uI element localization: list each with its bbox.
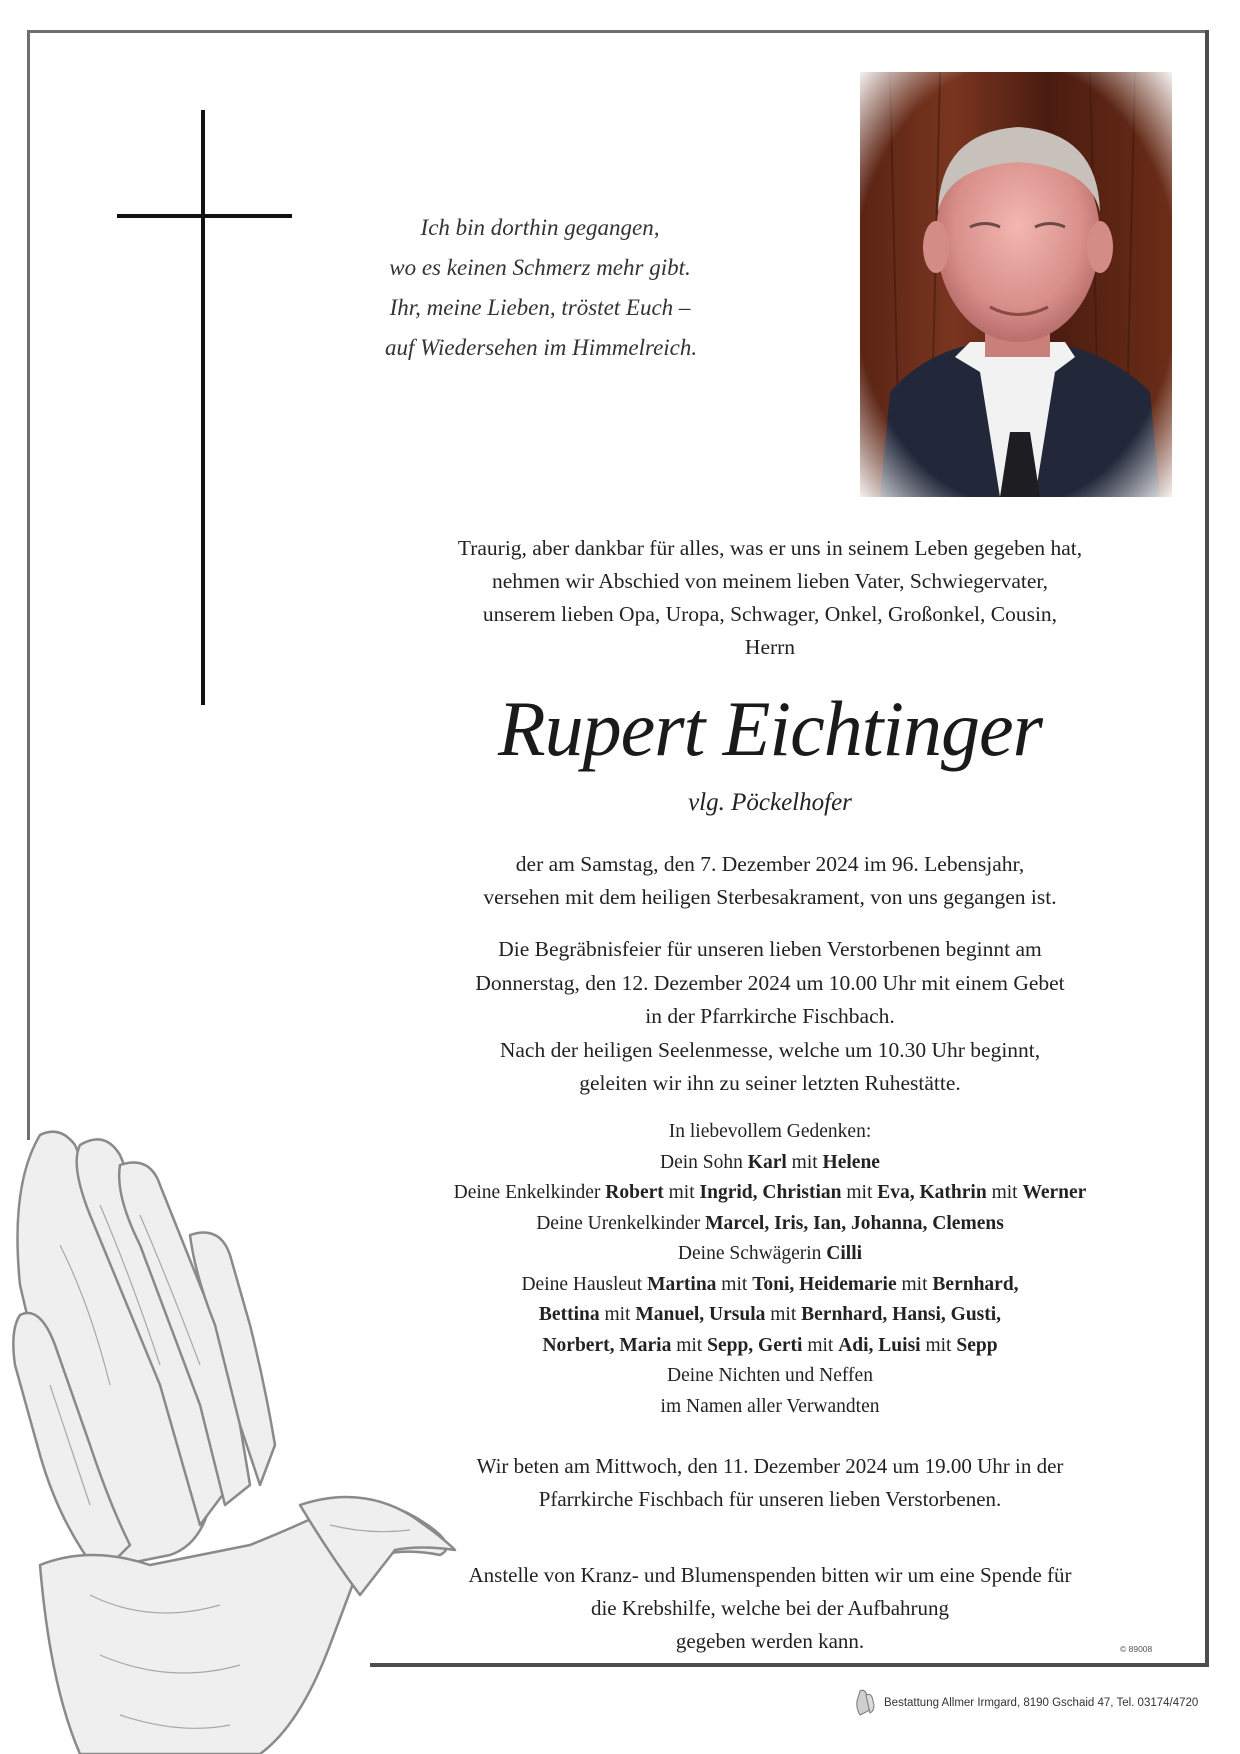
intro-line: nehmen wir Abschied von meinem lieben Vater, Schwiegervater,	[491, 569, 1049, 593]
mourner-name: Karl	[747, 1151, 787, 1173]
mourner-relation: mit	[986, 1182, 1023, 1203]
mourner-name: Helene	[822, 1151, 880, 1173]
funeral-line: Die Begräbnisfeier für unseren lieben Verstorbenen beginnt am	[498, 937, 1042, 961]
intro-text	[380, 532, 1160, 664]
death-line: der am Samstag, den 7. Dezember 2024 im 96. Lebensjahr,	[515, 852, 1025, 876]
mourner-name: Martina	[647, 1273, 717, 1295]
mourner-relation: mit	[599, 1304, 636, 1325]
death-line: versehen mit dem heiligen Sterbesakrament, von uns gegangen ist.	[483, 885, 1057, 909]
mourner-relation: mit	[920, 1334, 957, 1356]
frame-top-border	[30, 30, 1206, 33]
frame-left-border	[27, 30, 30, 1140]
donation-line: gegeben werden kann.	[675, 1629, 865, 1653]
prayer-line: Wir beten am Mittwoch, den 11. Dezember 2024 um 19.00 Uhr in der	[476, 1454, 1064, 1478]
praying-hands-illustration	[0, 1125, 470, 1754]
mourners-line	[380, 1270, 1160, 1301]
mourner-name: Bettina	[538, 1304, 600, 1325]
mourner-name: Ingrid, Christian	[699, 1182, 842, 1203]
mourner-name: Adi, Luisi	[838, 1334, 921, 1356]
mourners-heading: In liebevollem Gedenken:	[668, 1121, 872, 1142]
funeral-home-logo	[854, 1689, 878, 1717]
mourner-relation: mit	[786, 1151, 823, 1173]
mourner-name: Norbert, Maria	[542, 1334, 672, 1356]
mourner-relation: mit	[896, 1273, 933, 1295]
mourner-name: Cilli	[826, 1243, 863, 1264]
mourner-relation: mit	[765, 1304, 802, 1325]
mourner-relation: im Namen aller Verwandten	[660, 1395, 880, 1417]
mourner-name: Bernhard,	[932, 1273, 1019, 1295]
copyright-note: © 89008	[1120, 1644, 1153, 1654]
mourners-line	[380, 1178, 1160, 1209]
poem-line: Ich bin dorthin gegangen,	[420, 215, 660, 240]
funeral-home-footer	[854, 1689, 1198, 1717]
mourners-line	[380, 1361, 1160, 1392]
cross-horizontal-bar	[117, 214, 292, 218]
mourner-relation: mit	[802, 1334, 839, 1356]
mourners-line	[380, 1148, 1160, 1179]
funeral-line: Nach der heiligen Seelenmesse, welche um 10.30 Uhr beginnt,	[499, 1037, 1041, 1062]
mourners-line	[380, 1392, 1160, 1423]
intro-line: Herrn	[744, 635, 796, 659]
funeral-line: geleiten wir ihn zu seiner letzten Ruhestätte.	[579, 1071, 961, 1095]
mourners-line	[380, 1239, 1160, 1270]
vulgo-name: vlg. Pöckelhofer	[688, 789, 852, 816]
frame-right-border	[1205, 30, 1209, 1665]
memorial-poem	[385, 208, 698, 368]
mourners-line	[380, 1300, 1160, 1331]
mourners-lines	[380, 1148, 1160, 1423]
mourner-relation: mit	[663, 1182, 700, 1203]
donation-request	[380, 1559, 1160, 1658]
frame-bottom-border	[370, 1663, 1209, 1667]
deceased-name: Rupert Eichtinger	[497, 685, 1043, 772]
prayer-service	[380, 1450, 1160, 1516]
mourners-line	[380, 1331, 1160, 1362]
mourner-relation: Dein Sohn	[660, 1151, 748, 1173]
prayer-line: Pfarrkirche Fischbach für unseren lieben Verstorbenen.	[538, 1487, 1002, 1511]
funeral-home-address: Bestattung Allmer Irmgard, 8190 Gschaid 47, Tel. 03174/4720	[884, 1697, 1199, 1709]
mourner-name: Werner	[1022, 1182, 1087, 1203]
cross-vertical-bar	[201, 110, 205, 705]
poem-line: auf Wiedersehen im Himmelreich.	[385, 335, 698, 360]
intro-line: Traurig, aber dankbar für alles, was er uns in seinem Leben gegeben hat,	[457, 536, 1083, 560]
donation-line: Anstelle von Kranz- und Blumenspenden bitten wir um eine Spende für	[468, 1563, 1072, 1587]
poem-line: Ihr, meine Lieben, tröstet Euch –	[389, 295, 691, 320]
mourner-name: Sepp	[956, 1334, 998, 1356]
poem-line: wo es keinen Schmerz mehr gibt.	[389, 255, 691, 280]
donation-line: die Krebshilfe, welche bei der Aufbahrung	[590, 1596, 950, 1620]
mourner-relation: Deine Schwägerin	[677, 1243, 827, 1264]
portrait-photo	[860, 72, 1172, 497]
mourner-name: Toni, Heidemarie	[752, 1273, 897, 1295]
mourner-name: Eva, Kathrin	[877, 1182, 987, 1203]
mourner-name: Manuel, Ursula	[635, 1304, 766, 1325]
mourner-relation: mit	[671, 1334, 708, 1356]
death-announcement	[380, 848, 1160, 914]
mourner-relation: mit	[841, 1182, 878, 1203]
mourner-relation: Deine Nichten und Neffen	[667, 1365, 873, 1386]
funeral-line: Donnerstag, den 12. Dezember 2024 um 10.00 Uhr mit einem Gebet	[475, 970, 1065, 995]
mourner-relation: Deine Enkelkinder	[453, 1182, 606, 1203]
mourner-name: Sepp, Gerti	[707, 1334, 803, 1356]
mourner-relation: Deine Urenkelkinder	[536, 1212, 706, 1234]
mourner-name: Marcel, Iris, Ian, Johanna, Clemens	[705, 1212, 1004, 1234]
intro-line: unserem lieben Opa, Uropa, Schwager, Onkel, Großonkel, Cousin,	[482, 602, 1058, 626]
mourner-relation: mit	[716, 1273, 753, 1295]
mourners-list	[380, 1117, 1160, 1422]
funeral-line: in der Pfarrkirche Fischbach.	[645, 1004, 895, 1028]
funeral-details	[380, 933, 1160, 1101]
mourner-relation: Deine Hausleut	[521, 1273, 648, 1295]
mourner-name: Bernhard, Hansi, Gusti,	[801, 1304, 1002, 1325]
mourners-line	[380, 1209, 1160, 1240]
mourner-name: Robert	[605, 1182, 664, 1203]
